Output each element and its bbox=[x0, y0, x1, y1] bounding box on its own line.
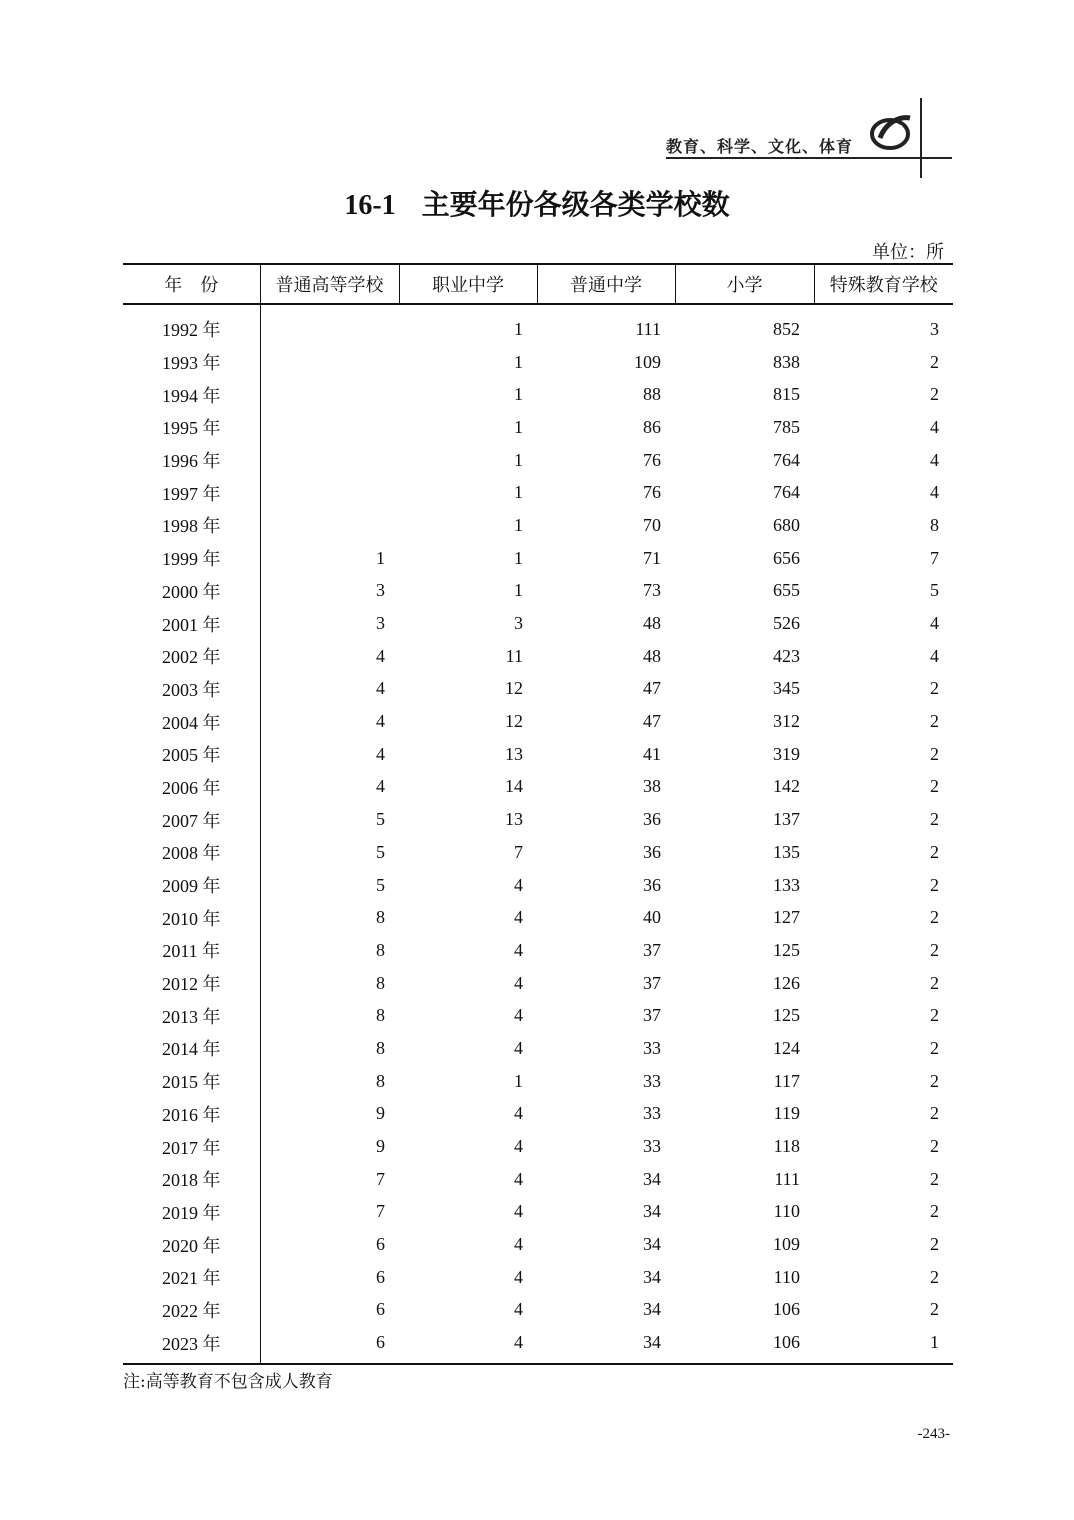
higher-ed-cell: 7 bbox=[376, 1168, 385, 1189]
primary-cell: 656 bbox=[773, 547, 800, 568]
primary-cell: 137 bbox=[773, 809, 800, 830]
higher-ed-cell: 7 bbox=[376, 1201, 385, 1222]
table-row bbox=[123, 771, 953, 804]
higher-ed-cell bbox=[260, 476, 399, 509]
header-divider bbox=[666, 157, 952, 159]
secondary-cell: 47 bbox=[643, 711, 661, 732]
secondary-cell: 34 bbox=[643, 1168, 661, 1189]
primary-cell: 852 bbox=[773, 318, 800, 339]
higher-ed-cell: 6 bbox=[376, 1299, 385, 1320]
higher-ed-cell: 8 bbox=[376, 972, 385, 993]
secondary-cell: 111 bbox=[635, 318, 661, 339]
higher-ed-cell: 3 bbox=[376, 613, 385, 634]
vocational-cell: 1 bbox=[514, 449, 523, 470]
vocational-cell: 1 bbox=[514, 384, 523, 405]
table-row bbox=[123, 640, 953, 673]
special-ed-cell: 2 bbox=[930, 351, 939, 372]
special-ed-cell: 1 bbox=[814, 1326, 953, 1364]
primary-cell: 312 bbox=[773, 711, 800, 732]
secondary-cell: 48 bbox=[643, 645, 661, 666]
vocational-cell: 12 bbox=[505, 678, 523, 699]
table-row bbox=[123, 934, 953, 967]
year-cell: 2014 年 bbox=[123, 1032, 260, 1065]
higher-ed-cell bbox=[260, 509, 399, 542]
secondary-cell: 37 bbox=[643, 939, 661, 960]
special-ed-cell: 2 bbox=[930, 1168, 939, 1189]
schools-table bbox=[123, 263, 953, 1365]
vocational-cell: 1 bbox=[514, 547, 523, 568]
vocational-cell: 12 bbox=[505, 711, 523, 732]
special-ed-cell: 7 bbox=[930, 547, 939, 568]
table-row bbox=[123, 1326, 953, 1364]
primary-cell: 124 bbox=[773, 1037, 800, 1058]
vocational-cell: 1 bbox=[514, 514, 523, 535]
year-cell: 1997 年 bbox=[123, 476, 260, 509]
table-row bbox=[123, 542, 953, 575]
vocational-cell: 1 bbox=[514, 580, 523, 601]
year-cell: 2019 年 bbox=[123, 1196, 260, 1229]
vocational-cell: 13 bbox=[505, 809, 523, 830]
unit-label: 单位：所 bbox=[872, 242, 944, 263]
primary-cell: 815 bbox=[773, 384, 800, 405]
special-ed-cell: 2 bbox=[930, 874, 939, 895]
primary-cell: 109 bbox=[773, 1234, 800, 1255]
page-number: -243- bbox=[917, 1426, 950, 1442]
table-row bbox=[123, 836, 953, 869]
year-cell: 1999 年 bbox=[123, 542, 260, 575]
primary-cell: 119 bbox=[773, 1103, 800, 1124]
secondary-cell: 73 bbox=[643, 580, 661, 601]
table-row bbox=[123, 1261, 953, 1294]
section-header: 教育、科学、文化、体育 bbox=[666, 137, 854, 156]
table-row bbox=[123, 1098, 953, 1131]
primary-cell: 126 bbox=[773, 972, 800, 993]
higher-ed-cell bbox=[260, 378, 399, 411]
secondary-cell: 34 bbox=[643, 1299, 661, 1320]
secondary-cell: 34 bbox=[537, 1326, 675, 1364]
vocational-cell: 4 bbox=[514, 1234, 523, 1255]
primary-cell: 110 bbox=[773, 1201, 800, 1222]
column-header-year: 年 份 bbox=[123, 264, 260, 304]
year-cell: 2023 年 bbox=[123, 1326, 260, 1364]
vocational-cell: 4 bbox=[399, 1326, 537, 1364]
secondary-cell: 33 bbox=[643, 1136, 661, 1157]
secondary-cell: 33 bbox=[643, 1070, 661, 1091]
higher-ed-cell: 6 bbox=[376, 1234, 385, 1255]
table-row bbox=[123, 378, 953, 411]
secondary-cell: 34 bbox=[643, 1201, 661, 1222]
higher-ed-cell bbox=[260, 304, 399, 346]
table-row bbox=[123, 575, 953, 608]
special-ed-cell: 2 bbox=[930, 972, 939, 993]
secondary-cell: 33 bbox=[643, 1037, 661, 1058]
primary-cell: 345 bbox=[773, 678, 800, 699]
secondary-cell: 109 bbox=[634, 351, 661, 372]
primary-cell: 764 bbox=[773, 482, 800, 503]
special-ed-cell: 2 bbox=[930, 1037, 939, 1058]
primary-cell: 319 bbox=[773, 743, 800, 764]
higher-ed-cell: 6 bbox=[260, 1326, 399, 1364]
special-ed-cell: 4 bbox=[930, 449, 939, 470]
table-row bbox=[123, 1130, 953, 1163]
table-row bbox=[123, 607, 953, 640]
vocational-cell: 4 bbox=[514, 1037, 523, 1058]
year-cell: 2017 年 bbox=[123, 1130, 260, 1163]
special-ed-cell: 4 bbox=[930, 416, 939, 437]
vocational-cell: 1 bbox=[514, 482, 523, 503]
table-row bbox=[123, 901, 953, 934]
vocational-cell: 4 bbox=[514, 1299, 523, 1320]
year-cell: 1993 年 bbox=[123, 346, 260, 379]
secondary-cell: 70 bbox=[643, 514, 661, 535]
year-cell: 1996 年 bbox=[123, 444, 260, 477]
secondary-cell: 86 bbox=[643, 416, 661, 437]
vocational-cell: 4 bbox=[514, 1005, 523, 1026]
column-header-vocational: 职业中学 bbox=[399, 264, 537, 304]
vocational-cell: 4 bbox=[514, 972, 523, 993]
year-cell: 2005 年 bbox=[123, 738, 260, 771]
year-cell: 2020 年 bbox=[123, 1228, 260, 1261]
column-header-higher-ed: 普通高等学校 bbox=[260, 264, 399, 304]
table-header-row bbox=[123, 264, 953, 304]
vocational-cell: 14 bbox=[505, 776, 523, 797]
higher-ed-cell: 6 bbox=[376, 1266, 385, 1287]
table-row bbox=[123, 304, 953, 346]
vocational-cell: 3 bbox=[514, 613, 523, 634]
primary-cell: 117 bbox=[773, 1070, 800, 1091]
special-ed-cell: 3 bbox=[930, 318, 939, 339]
header-vertical-rule bbox=[920, 98, 922, 178]
year-cell: 2000 年 bbox=[123, 575, 260, 608]
special-ed-cell: 2 bbox=[930, 841, 939, 862]
table-row bbox=[123, 1228, 953, 1261]
secondary-cell: 37 bbox=[643, 972, 661, 993]
vocational-cell: 1 bbox=[514, 416, 523, 437]
special-ed-cell: 2 bbox=[930, 1299, 939, 1320]
secondary-cell: 37 bbox=[643, 1005, 661, 1026]
special-ed-cell: 2 bbox=[930, 1266, 939, 1287]
primary-cell: 110 bbox=[773, 1266, 800, 1287]
higher-ed-cell: 8 bbox=[376, 1070, 385, 1091]
table-row bbox=[123, 803, 953, 836]
higher-ed-cell: 4 bbox=[376, 743, 385, 764]
primary-cell: 526 bbox=[773, 613, 800, 634]
table-row bbox=[123, 346, 953, 379]
vocational-cell: 4 bbox=[514, 1103, 523, 1124]
special-ed-cell: 4 bbox=[930, 613, 939, 634]
special-ed-cell: 2 bbox=[930, 1103, 939, 1124]
table-row bbox=[123, 1032, 953, 1065]
table-row bbox=[123, 1163, 953, 1196]
table-row bbox=[123, 705, 953, 738]
primary-cell: 142 bbox=[773, 776, 800, 797]
year-cell: 2016 年 bbox=[123, 1098, 260, 1131]
footnote: 注:高等教育不包含成人教育 bbox=[123, 1372, 333, 1392]
table-row bbox=[123, 673, 953, 706]
year-cell: 2003 年 bbox=[123, 673, 260, 706]
table-row bbox=[123, 509, 953, 542]
vocational-cell: 4 bbox=[514, 1201, 523, 1222]
year-cell: 2022 年 bbox=[123, 1294, 260, 1327]
year-cell: 1995 年 bbox=[123, 411, 260, 444]
circular-logo-icon bbox=[866, 108, 912, 154]
secondary-cell: 33 bbox=[643, 1103, 661, 1124]
table-row bbox=[123, 967, 953, 1000]
primary-cell: 135 bbox=[773, 841, 800, 862]
special-ed-cell: 2 bbox=[930, 1070, 939, 1091]
higher-ed-cell: 8 bbox=[376, 907, 385, 928]
special-ed-cell: 2 bbox=[930, 776, 939, 797]
primary-cell: 106 bbox=[675, 1326, 814, 1364]
higher-ed-cell bbox=[260, 346, 399, 379]
primary-cell: 680 bbox=[773, 514, 800, 535]
table-row bbox=[123, 869, 953, 902]
vocational-cell: 1 bbox=[514, 318, 523, 339]
column-header-primary: 小学 bbox=[675, 264, 814, 304]
secondary-cell: 76 bbox=[643, 482, 661, 503]
year-cell: 1994 年 bbox=[123, 378, 260, 411]
special-ed-cell: 2 bbox=[930, 384, 939, 405]
secondary-cell: 88 bbox=[643, 384, 661, 405]
year-cell: 1992 年 bbox=[123, 304, 260, 346]
year-cell: 2021 年 bbox=[123, 1261, 260, 1294]
secondary-cell: 76 bbox=[643, 449, 661, 470]
special-ed-cell: 2 bbox=[930, 743, 939, 764]
vocational-cell: 4 bbox=[514, 1266, 523, 1287]
higher-ed-cell: 5 bbox=[376, 809, 385, 830]
vocational-cell: 1 bbox=[514, 351, 523, 372]
primary-cell: 423 bbox=[773, 645, 800, 666]
year-cell: 2015 年 bbox=[123, 1065, 260, 1098]
year-cell: 2010 年 bbox=[123, 901, 260, 934]
secondary-cell: 36 bbox=[643, 841, 661, 862]
higher-ed-cell bbox=[260, 444, 399, 477]
higher-ed-cell: 4 bbox=[376, 645, 385, 666]
higher-ed-cell: 5 bbox=[376, 874, 385, 895]
secondary-cell: 47 bbox=[643, 678, 661, 699]
vocational-cell: 1 bbox=[514, 1070, 523, 1091]
table-number: 16-1 bbox=[344, 190, 396, 221]
higher-ed-cell: 3 bbox=[376, 580, 385, 601]
table-row bbox=[123, 1196, 953, 1229]
table-row bbox=[123, 1065, 953, 1098]
table-row bbox=[123, 476, 953, 509]
table-row bbox=[123, 444, 953, 477]
higher-ed-cell: 8 bbox=[376, 939, 385, 960]
special-ed-cell: 2 bbox=[930, 711, 939, 732]
year-cell: 2012 年 bbox=[123, 967, 260, 1000]
special-ed-cell: 4 bbox=[930, 482, 939, 503]
secondary-cell: 48 bbox=[643, 613, 661, 634]
special-ed-cell: 2 bbox=[930, 809, 939, 830]
higher-ed-cell bbox=[260, 411, 399, 444]
special-ed-cell: 2 bbox=[930, 939, 939, 960]
secondary-cell: 34 bbox=[643, 1234, 661, 1255]
primary-cell: 764 bbox=[773, 449, 800, 470]
vocational-cell: 11 bbox=[505, 645, 523, 666]
secondary-cell: 36 bbox=[643, 874, 661, 895]
special-ed-cell: 2 bbox=[930, 678, 939, 699]
vocational-cell: 7 bbox=[514, 841, 523, 862]
special-ed-cell: 2 bbox=[930, 907, 939, 928]
vocational-cell: 4 bbox=[514, 939, 523, 960]
higher-ed-cell: 1 bbox=[376, 547, 385, 568]
higher-ed-cell: 4 bbox=[376, 776, 385, 797]
secondary-cell: 36 bbox=[643, 809, 661, 830]
special-ed-cell: 2 bbox=[930, 1201, 939, 1222]
higher-ed-cell: 4 bbox=[376, 711, 385, 732]
higher-ed-cell: 8 bbox=[376, 1037, 385, 1058]
higher-ed-cell: 5 bbox=[376, 841, 385, 862]
table-row bbox=[123, 999, 953, 1032]
secondary-cell: 38 bbox=[643, 776, 661, 797]
primary-cell: 106 bbox=[773, 1299, 800, 1320]
year-cell: 2008 年 bbox=[123, 836, 260, 869]
primary-cell: 118 bbox=[773, 1136, 800, 1157]
table-row bbox=[123, 411, 953, 444]
table-title: 主要年份各级各类学校数 bbox=[421, 188, 730, 221]
year-cell: 2007 年 bbox=[123, 803, 260, 836]
higher-ed-cell: 9 bbox=[376, 1136, 385, 1157]
special-ed-cell: 2 bbox=[930, 1136, 939, 1157]
year-cell: 2013 年 bbox=[123, 999, 260, 1032]
special-ed-cell: 5 bbox=[930, 580, 939, 601]
column-header-secondary: 普通中学 bbox=[537, 264, 675, 304]
year-cell: 2001 年 bbox=[123, 607, 260, 640]
table-row bbox=[123, 1294, 953, 1327]
year-cell: 2018 年 bbox=[123, 1163, 260, 1196]
higher-ed-cell: 8 bbox=[376, 1005, 385, 1026]
page-title bbox=[0, 183, 1074, 223]
year-cell: 2002 年 bbox=[123, 640, 260, 673]
year-cell: 2009 年 bbox=[123, 869, 260, 902]
primary-cell: 785 bbox=[773, 416, 800, 437]
vocational-cell: 4 bbox=[514, 1168, 523, 1189]
year-cell: 2004 年 bbox=[123, 705, 260, 738]
higher-ed-cell: 9 bbox=[376, 1103, 385, 1124]
vocational-cell: 13 bbox=[505, 743, 523, 764]
column-header-special-ed: 特殊教育学校 bbox=[814, 264, 953, 304]
secondary-cell: 71 bbox=[643, 547, 661, 568]
primary-cell: 838 bbox=[773, 351, 800, 372]
primary-cell: 133 bbox=[773, 874, 800, 895]
year-cell: 1998 年 bbox=[123, 509, 260, 542]
vocational-cell: 4 bbox=[514, 907, 523, 928]
year-cell: 2011 年 bbox=[123, 934, 260, 967]
special-ed-cell: 2 bbox=[930, 1234, 939, 1255]
higher-ed-cell: 4 bbox=[376, 678, 385, 699]
primary-cell: 655 bbox=[773, 580, 800, 601]
secondary-cell: 40 bbox=[643, 907, 661, 928]
year-cell: 2006 年 bbox=[123, 771, 260, 804]
primary-cell: 127 bbox=[773, 907, 800, 928]
special-ed-cell: 4 bbox=[930, 645, 939, 666]
vocational-cell: 4 bbox=[514, 874, 523, 895]
vocational-cell: 4 bbox=[514, 1136, 523, 1157]
primary-cell: 111 bbox=[774, 1168, 800, 1189]
primary-cell: 125 bbox=[773, 939, 800, 960]
primary-cell: 125 bbox=[773, 1005, 800, 1026]
secondary-cell: 41 bbox=[643, 743, 661, 764]
special-ed-cell: 2 bbox=[930, 1005, 939, 1026]
secondary-cell: 34 bbox=[643, 1266, 661, 1287]
table-row bbox=[123, 738, 953, 771]
special-ed-cell: 8 bbox=[930, 514, 939, 535]
